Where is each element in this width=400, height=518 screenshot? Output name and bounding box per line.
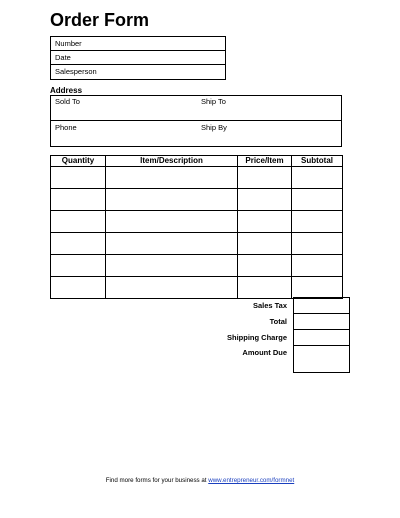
price-cell[interactable] (238, 255, 292, 277)
order-info-box (50, 36, 226, 80)
info-number-label: Number (55, 39, 82, 48)
info-number-field[interactable] (51, 37, 225, 51)
address-heading: Address (50, 86, 83, 95)
totals-table (190, 297, 350, 373)
subtotal-header: Subtotal (292, 156, 343, 167)
total-label: Total (269, 317, 287, 326)
description-cell[interactable] (106, 211, 238, 233)
quantity-cell[interactable] (51, 189, 106, 211)
info-salesperson-field[interactable] (51, 65, 225, 79)
quantity-cell[interactable] (51, 233, 106, 255)
amount-due-row (190, 346, 350, 373)
subtotal-cell[interactable] (292, 167, 343, 189)
table-row (51, 211, 343, 233)
table-row (51, 233, 343, 255)
info-date-label: Date (55, 53, 71, 62)
sold-to-label: Sold To (55, 97, 80, 106)
info-salesperson-label: Salesperson (55, 67, 97, 76)
table-row (51, 277, 343, 299)
ship-by-label: Ship By (201, 123, 227, 132)
description-cell[interactable] (106, 255, 238, 277)
subtotal-cell[interactable] (292, 277, 343, 299)
footer-text: Find more forms for your business at (105, 477, 209, 484)
description-cell[interactable] (106, 189, 238, 211)
total-row (190, 314, 350, 330)
description-cell[interactable] (106, 233, 238, 255)
items-body (51, 167, 343, 299)
footer-link[interactable]: www.entrepreneur.com/formnet (208, 477, 295, 484)
shipping-row (190, 330, 350, 346)
sales-tax-row (190, 298, 350, 314)
footer (0, 477, 400, 484)
price-cell[interactable] (238, 189, 292, 211)
amount-due-field[interactable] (294, 346, 350, 373)
description-header: Item/Description (106, 156, 238, 167)
items-header-row (51, 156, 343, 167)
quantity-cell[interactable] (51, 167, 106, 189)
subtotal-cell[interactable] (292, 255, 343, 277)
table-row (51, 167, 343, 189)
subtotal-cell[interactable] (292, 211, 343, 233)
page-title: Order Form (50, 10, 150, 30)
description-cell[interactable] (106, 167, 238, 189)
table-row (51, 255, 343, 277)
sales-tax-label: Sales Tax (252, 301, 287, 310)
phone-label: Phone (55, 123, 77, 132)
ship-to-label: Ship To (201, 97, 226, 106)
price-cell[interactable] (238, 167, 292, 189)
subtotal-cell[interactable] (292, 233, 343, 255)
amount-due-label: Amount Due (242, 347, 287, 357)
description-cell[interactable] (106, 277, 238, 299)
quantity-header: Quantity (51, 156, 106, 167)
price-cell[interactable] (238, 233, 292, 255)
sales-tax-field[interactable] (294, 298, 350, 314)
price-header: Price/Item (238, 156, 292, 167)
address-divider (51, 120, 341, 121)
quantity-cell[interactable] (51, 211, 106, 233)
info-date-field[interactable] (51, 51, 225, 65)
subtotal-cell[interactable] (292, 189, 343, 211)
table-row (51, 189, 343, 211)
quantity-cell[interactable] (51, 255, 106, 277)
total-field[interactable] (294, 314, 350, 330)
address-box[interactable] (50, 95, 342, 147)
shipping-charge-label: Shipping Charge (227, 333, 287, 342)
price-cell[interactable] (238, 211, 292, 233)
price-cell[interactable] (238, 277, 292, 299)
quantity-cell[interactable] (51, 277, 106, 299)
items-table (50, 155, 343, 299)
shipping-charge-field[interactable] (294, 330, 350, 346)
